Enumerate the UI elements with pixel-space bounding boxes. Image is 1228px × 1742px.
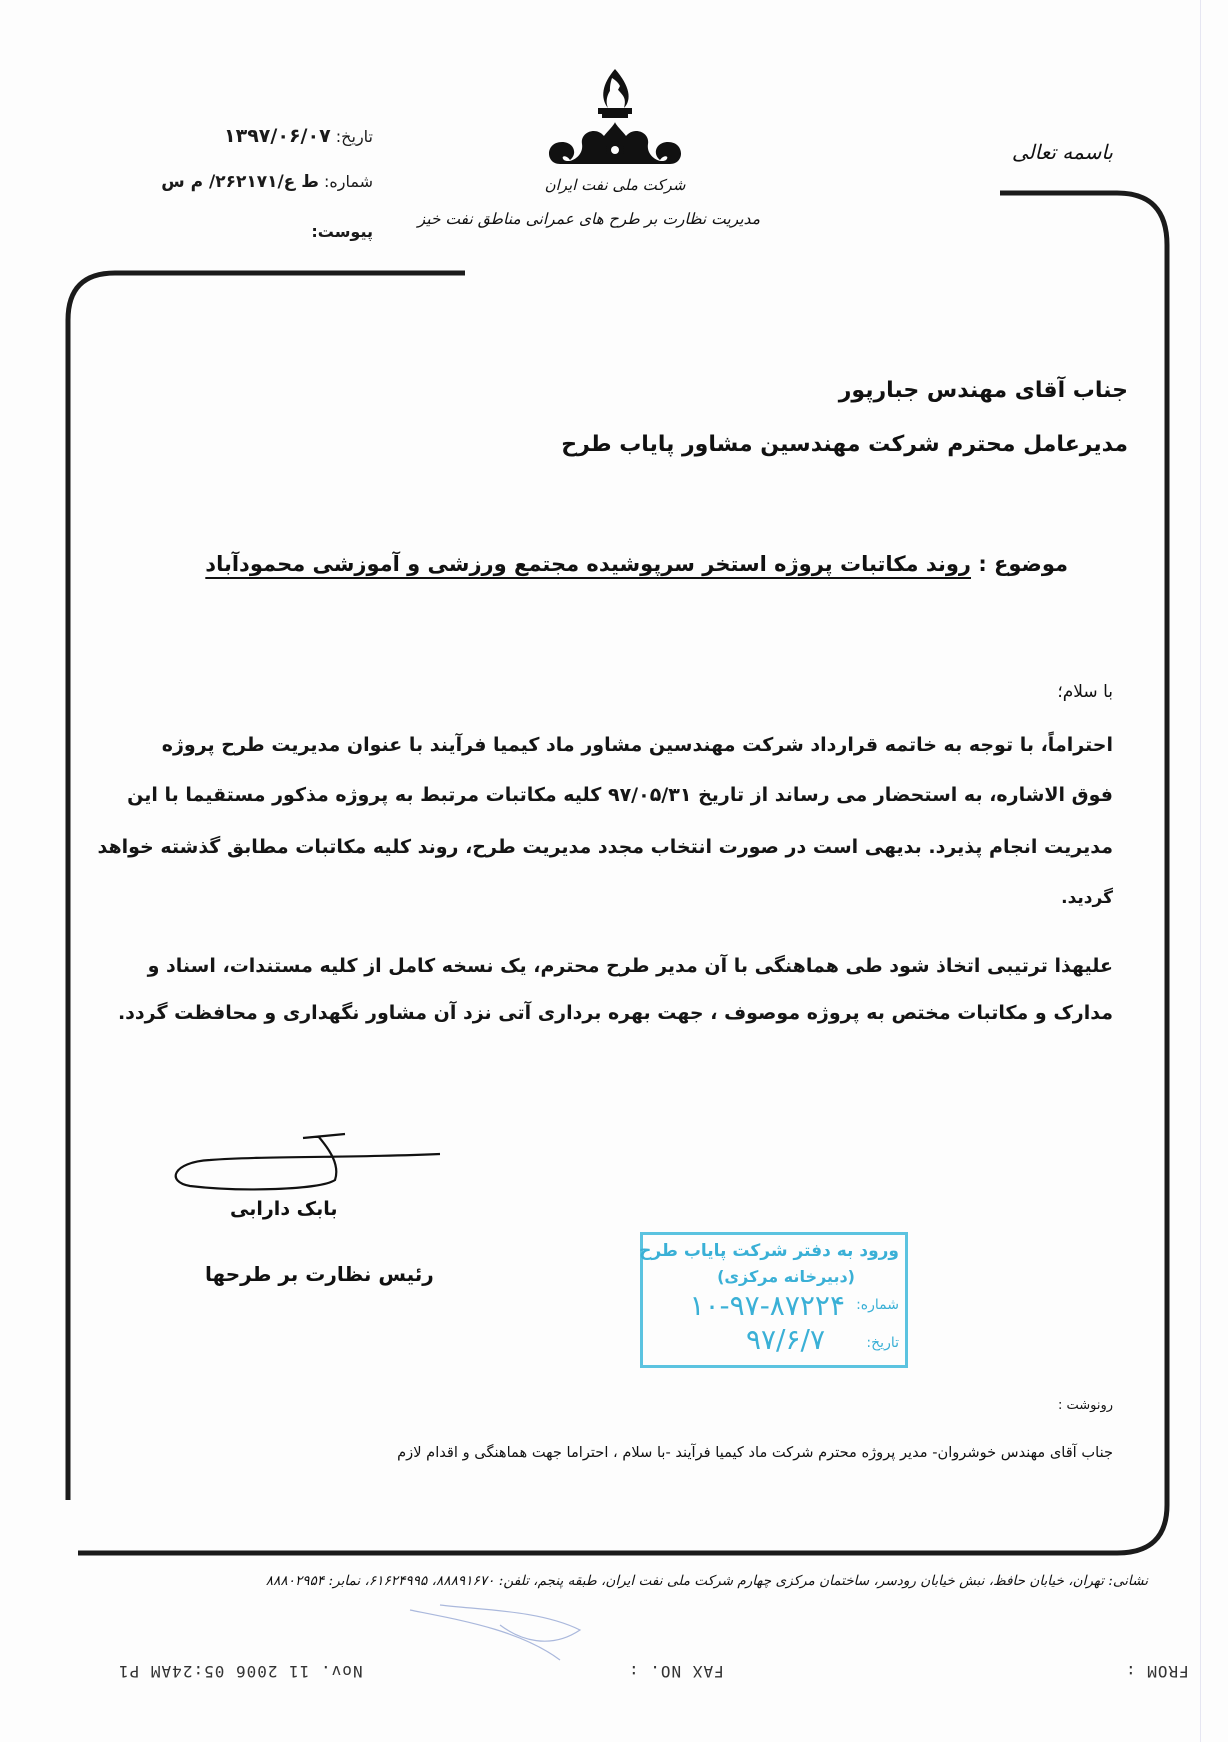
paragraph1-line3: مدیریت انجام پذیرد. بدیهی است در صورت انتخاب مجدد مدیریت طرح، روند کلیه مکاتبات مطابق گذشته خواهد: [97, 836, 1113, 858]
signatory-name: بابک دارابی: [230, 1198, 338, 1220]
recipient-name: جناب آقای مهندس جبارپور: [838, 378, 1128, 403]
date-label: تاریخ:: [335, 127, 373, 146]
handwritten-signature: [170, 1110, 470, 1210]
frame-left-path: [68, 273, 1105, 1500]
signatory-title: رئیس نظارت بر طرحها: [205, 1262, 434, 1286]
flame-logo-icon: [540, 64, 690, 174]
stamp-date-label: تاریخ:: [866, 1335, 899, 1351]
subject-text: روند مکاتبات پروژه استخر سرپوشیده مجتمع ورزشی و آموزشی محمودآباد: [205, 552, 971, 576]
paragraph2-line2: مدارک و مکاتبات مختص به پروژه موصوف ، جهت بهره برداری آتی نزد آن مشاور نگهداری و محافظت گردد.: [117, 1002, 1113, 1024]
stamp-line1: ورود به دفتر شرکت پایاب طرح: [639, 1241, 899, 1261]
faint-scribble: [400, 1600, 620, 1690]
attachment-label: پیوست:: [311, 222, 373, 241]
date-line: [224, 125, 373, 147]
cc-text: جناب آقای مهندس خوشروان- مدیر پروژه محترم شرکت ماد کیمیا فرآیند -با سلام ، احتراما جهت هماهنگی و اقدام لازم: [397, 1444, 1113, 1461]
logo-department-name: مدیریت نظارت بر طرح های عمرانی مناطق نفت خیز: [417, 210, 760, 228]
recipient-title: مدیرعامل محترم شرکت مهندسین مشاور پایاب طرح: [561, 432, 1128, 457]
date-value: ۱۳۹۷/۰۶/۰۷: [224, 125, 331, 147]
nioc-logo: [540, 64, 690, 184]
fax-from: FROM :: [1125, 1662, 1189, 1681]
fax-number: FAX NO. :: [628, 1662, 724, 1681]
paragraph1-line1: احتراماً، با توجه به خاتمه قرارداد شرکت مهندسین مشاور ماد کیمیا فرآیند با عنوان مدیریت طرح پروژه: [161, 734, 1113, 756]
number-label: شماره:: [323, 172, 373, 191]
stamp-number-label: شماره:: [856, 1297, 899, 1313]
greeting: با سلام؛: [1057, 682, 1113, 702]
frame-gap: [1000, 268, 1110, 282]
receipt-stamp: [640, 1232, 908, 1368]
fax-timestamp: Nov. 11 2006 05:24AM P1: [118, 1662, 363, 1681]
number-line: [161, 172, 373, 192]
number-value: ط ع/۲۶۲۱۷۱/ م س: [161, 172, 319, 192]
paragraph2-line1: علیهذا ترتیبی اتخاذ شود طی هماهنگی با آن مدیر طرح محترم، یک نسخه کامل از کلیه مستندات، اسناد و: [147, 955, 1113, 977]
subject-label: موضوع :: [978, 552, 1068, 576]
footer-address: نشانی: تهران، خیابان حافظ، نبش خیابان رودسر، ساختمان مرکزی چهارم شرکت ملی نفت ایران، طبقه پنجم، تلفن: ۸۸۸۹۱۶۷۰، ۶۱۶۲۴۹۹۵، نمابر: ۸۸۸۰۲۹۵۴: [265, 1573, 1148, 1589]
stamp-line2: (دبیرخانه مرکزی): [717, 1267, 855, 1286]
stamp-date-value: ۹۷/۶/۷: [745, 1323, 825, 1356]
paragraph1-line2: فوق الاشاره، به استحضار می رساند از تاریخ ۹۷/۰۵/۳۱ کلیه مکاتبات مرتبط به پروژه مذکور مستقیما با این: [127, 784, 1113, 806]
logo-company-name: شرکت ملی نفت ایران: [544, 176, 686, 194]
invocation: باسمه تعالی: [1011, 140, 1113, 164]
attachment-line: [311, 222, 373, 241]
subject-line: [205, 552, 1068, 576]
cc-label: رونوشت :: [1057, 1398, 1113, 1413]
paragraph1-line4: گردید.: [1061, 888, 1113, 908]
stamp-number-value: ۱۰-۹۷-۸۷۲۲۴: [689, 1289, 845, 1322]
